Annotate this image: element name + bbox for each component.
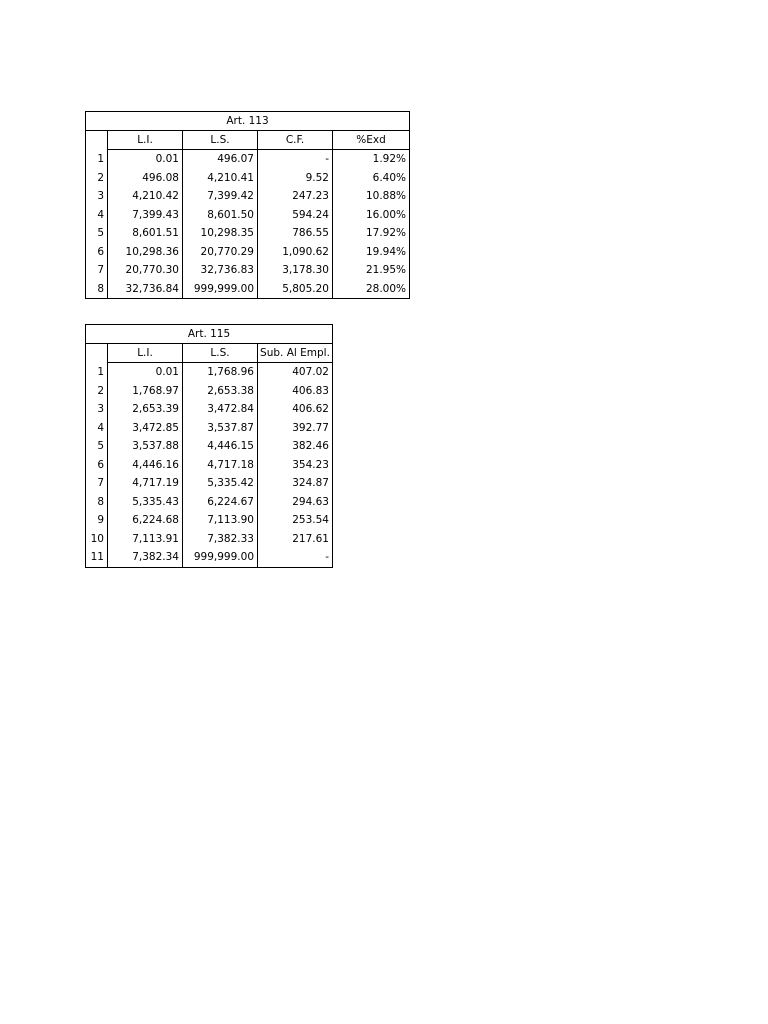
table-cell: 9.52 (258, 169, 333, 188)
table-cell: 4,210.42 (108, 187, 183, 206)
table-cell: 3,472.85 (108, 419, 183, 438)
table-cell: 20,770.30 (108, 261, 183, 280)
row-index-cell: 10 (86, 530, 108, 549)
table-cell: 5,805.20 (258, 280, 333, 299)
table-cell: 8,601.51 (108, 224, 183, 243)
row-index-cell: 11 (86, 548, 108, 567)
row-index-cell: 7 (86, 474, 108, 493)
row-index-cell: 4 (86, 206, 108, 225)
table-cell: 406.62 (258, 400, 333, 419)
art-113-table (85, 111, 410, 299)
row-index-cell: 9 (86, 511, 108, 530)
art-115-table (85, 324, 333, 568)
table-row (86, 419, 333, 438)
table-cell: 382.46 (258, 437, 333, 456)
table-row (86, 511, 333, 530)
column-header-pct-exd: %Exd (333, 131, 410, 150)
table-cell: 999,999.00 (183, 280, 258, 299)
table-cell: 392.77 (258, 419, 333, 438)
column-header-ls: L.S. (183, 131, 258, 150)
table-cell: 5,335.43 (108, 493, 183, 512)
table-cell: 2,653.38 (183, 382, 258, 401)
table-cell: 7,382.33 (183, 530, 258, 549)
table-cell: 217.61 (258, 530, 333, 549)
table-cell: 6.40% (333, 169, 410, 188)
row-index-cell: 1 (86, 363, 108, 382)
table-cell: 7,399.42 (183, 187, 258, 206)
table-cell: 16.00% (333, 206, 410, 225)
table-cell: - (258, 150, 333, 169)
table-cell: 4,717.19 (108, 474, 183, 493)
table-cell: 999,999.00 (183, 548, 258, 567)
table-cell: 21.95% (333, 261, 410, 280)
table-cell: 324.87 (258, 474, 333, 493)
table-cell: 4,210.41 (183, 169, 258, 188)
row-index-cell: 8 (86, 280, 108, 299)
table-cell: 4,446.15 (183, 437, 258, 456)
table-row (86, 493, 333, 512)
table-cell: 10,298.36 (108, 243, 183, 262)
column-header-ls: L.S. (183, 344, 258, 363)
table-cell: 5,335.42 (183, 474, 258, 493)
table-row (86, 261, 410, 280)
table-cell: 354.23 (258, 456, 333, 475)
table-cell: - (258, 548, 333, 567)
table-cell: 7,113.91 (108, 530, 183, 549)
table-row (86, 224, 410, 243)
row-index-cell: 8 (86, 493, 108, 512)
row-index-cell: 1 (86, 150, 108, 169)
table-row (86, 474, 333, 493)
table-cell: 3,537.88 (108, 437, 183, 456)
table-cell: 4,717.18 (183, 456, 258, 475)
table-cell: 0.01 (108, 150, 183, 169)
table-cell: 3,537.87 (183, 419, 258, 438)
table-cell: 3,178.30 (258, 261, 333, 280)
art-115-title: Art. 115 (86, 325, 333, 344)
table-cell: 1,768.97 (108, 382, 183, 401)
table-cell: 7,399.43 (108, 206, 183, 225)
row-index-cell: 2 (86, 169, 108, 188)
table-cell: 19.94% (333, 243, 410, 262)
table-cell: 1,768.96 (183, 363, 258, 382)
table-cell: 253.54 (258, 511, 333, 530)
table-row (86, 437, 333, 456)
table-cell: 32,736.84 (108, 280, 183, 299)
table-row (86, 530, 333, 549)
table-cell: 10.88% (333, 187, 410, 206)
row-index-cell: 6 (86, 456, 108, 475)
table-cell: 406.83 (258, 382, 333, 401)
row-index-header (86, 344, 108, 363)
column-header-li: L.I. (108, 131, 183, 150)
table-cell: 8,601.50 (183, 206, 258, 225)
row-index-cell: 3 (86, 187, 108, 206)
table-row (86, 456, 333, 475)
row-index-header (86, 131, 108, 150)
art-113-title: Art. 113 (86, 112, 410, 131)
table-row (86, 363, 333, 382)
table-row (86, 382, 333, 401)
table-cell: 407.02 (258, 363, 333, 382)
table-cell: 594.24 (258, 206, 333, 225)
table-row (86, 206, 410, 225)
table-cell: 20,770.29 (183, 243, 258, 262)
table-cell: 7,382.34 (108, 548, 183, 567)
table-cell: 7,113.90 (183, 511, 258, 530)
table-row (86, 548, 333, 567)
table-row (86, 169, 410, 188)
row-index-cell: 5 (86, 224, 108, 243)
column-header-cf: C.F. (258, 131, 333, 150)
art-115-body (86, 363, 333, 568)
column-header-li: L.I. (108, 344, 183, 363)
row-index-cell: 5 (86, 437, 108, 456)
table-cell: 1,090.62 (258, 243, 333, 262)
column-header-sub-al-empl: Sub. Al Empl. (258, 344, 333, 363)
table-cell: 2,653.39 (108, 400, 183, 419)
table-cell: 3,472.84 (183, 400, 258, 419)
table-cell: 1.92% (333, 150, 410, 169)
table-cell: 496.07 (183, 150, 258, 169)
table-cell: 247.23 (258, 187, 333, 206)
table-cell: 4,446.16 (108, 456, 183, 475)
table-cell: 6,224.67 (183, 493, 258, 512)
row-index-cell: 7 (86, 261, 108, 280)
row-index-cell: 2 (86, 382, 108, 401)
row-index-cell: 3 (86, 400, 108, 419)
table-row (86, 187, 410, 206)
table-cell: 0.01 (108, 363, 183, 382)
table-cell: 786.55 (258, 224, 333, 243)
table-cell: 496.08 (108, 169, 183, 188)
art-113-body (86, 150, 410, 299)
table-cell: 6,224.68 (108, 511, 183, 530)
table-cell: 17.92% (333, 224, 410, 243)
table-row (86, 400, 333, 419)
row-index-cell: 4 (86, 419, 108, 438)
table-row (86, 280, 410, 299)
table-cell: 294.63 (258, 493, 333, 512)
table-cell: 10,298.35 (183, 224, 258, 243)
table-cell: 28.00% (333, 280, 410, 299)
table-cell: 32,736.83 (183, 261, 258, 280)
table-row (86, 243, 410, 262)
table-row (86, 150, 410, 169)
row-index-cell: 6 (86, 243, 108, 262)
